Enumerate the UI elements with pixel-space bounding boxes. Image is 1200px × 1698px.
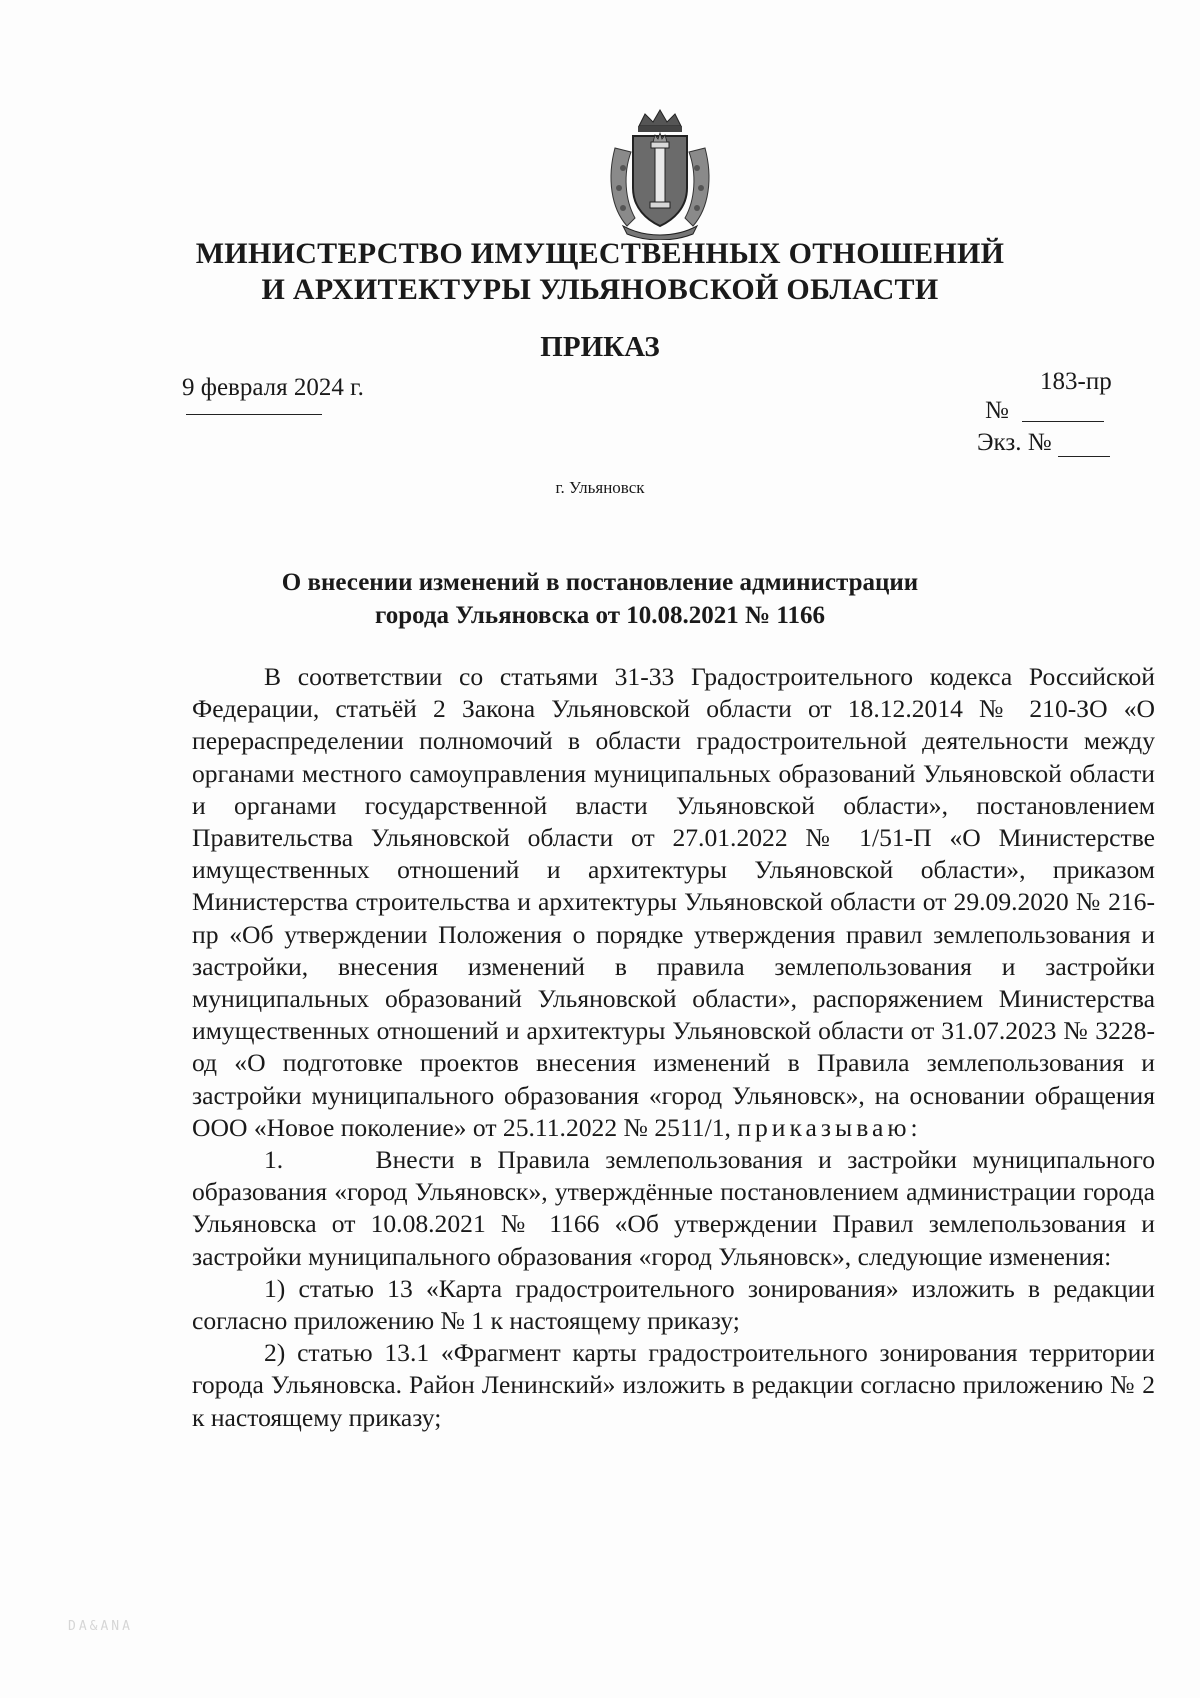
order-number-underline [1022,421,1104,422]
order-subject-line2: города Ульяновска от 10.08.2021 № 1166 [374,602,825,629]
order-word: приказываю: [737,1112,922,1142]
preamble-paragraph [192,661,1155,1144]
order-subject-line1: О внесении изменений в постановление администрации [281,569,919,596]
coat-of-arms-emblem [605,108,715,240]
copy-number-underline [1058,456,1110,457]
copy-number-label: Экз. № [977,429,1052,456]
preamble-text: В соответствии со статьями 31-33 Градостроительного кодекса Российской Федерации, статьёй 2 Закона Ульяновской области от 18.12.2014 № 210-ЗО «О перераспределении полномочий в области градостроительной деятельности между органами местного самоуправления муниципальных образований Ульяновской области и органами государственной власти Ульяновской области», постановлением Правительства Ульяновской области от 27.01.2022 № 1/51-П «О Министерстве имущественных отношений и архитектуры Ульяновской области», приказом Министерства строительства и архитектуры Ульяновской области от 29.09.2020 № 216-пр «Об утверждении Положения о порядке утверждения правил землепользования и застройки, внесения изменений в правила землепользования и застройки муниципальных образований Ульяновской области», распоряжением Министерства имущественных отношений и архитектуры Ульяновской области от 31.07.2023 № 3228-од «О подготовке проектов внесения изменений в Правила землепользования и застройки муниципального образования «город Ульяновск», на основании обращения ООО «Новое поколение» от 25.11.2022 № 2511/1, [192,662,1155,1142]
order-subject [0,566,1200,632]
order-number-value: 183-пр [1040,368,1112,395]
ministry-name-line2: И АРХИТЕКТУРЫ УЛЬЯНОВСКОЙ ОБЛАСТИ [261,273,939,306]
scan-mark: DA&ANA [68,1619,133,1634]
ministry-name [0,236,1200,308]
document-type-title: ПРИКАЗ [540,331,660,363]
ministry-name-line1: МИНИСТЕРСТВО ИМУЩЕСТВЕННЫХ ОТНОШЕНИЙ [195,237,1005,270]
item-1-paragraph: 1. Внести в Правила землепользования и застройки муниципального образования «город Ульяновск», утверждённые постановлением администрации города Ульяновска от 10.08.2021 № 1166 «Об утверждении Правил землепользования и застройки муниципального образования «город Ульяновск», следующие изменения: [192,1145,1155,1271]
subitem-2-paragraph: 2) статью 13.1 «Фрагмент карты градостроительного зонирования территории города Ульяновска. Район Ленинский» изложить в редакции согласно приложению № 2 к настоящему приказу; [192,1338,1155,1432]
order-date: 9 февраля 2024 г. [182,374,364,401]
subitem-1-paragraph: 1) статью 13 «Карта градостроительного зонирования» изложить в редакции согласно приложению № 1 к настоящему приказу; [192,1273,1155,1336]
date-underline [186,414,322,415]
order-body [192,661,1155,1434]
order-number-label: № [985,397,1009,424]
city-name: г. Ульяновск [555,478,645,497]
